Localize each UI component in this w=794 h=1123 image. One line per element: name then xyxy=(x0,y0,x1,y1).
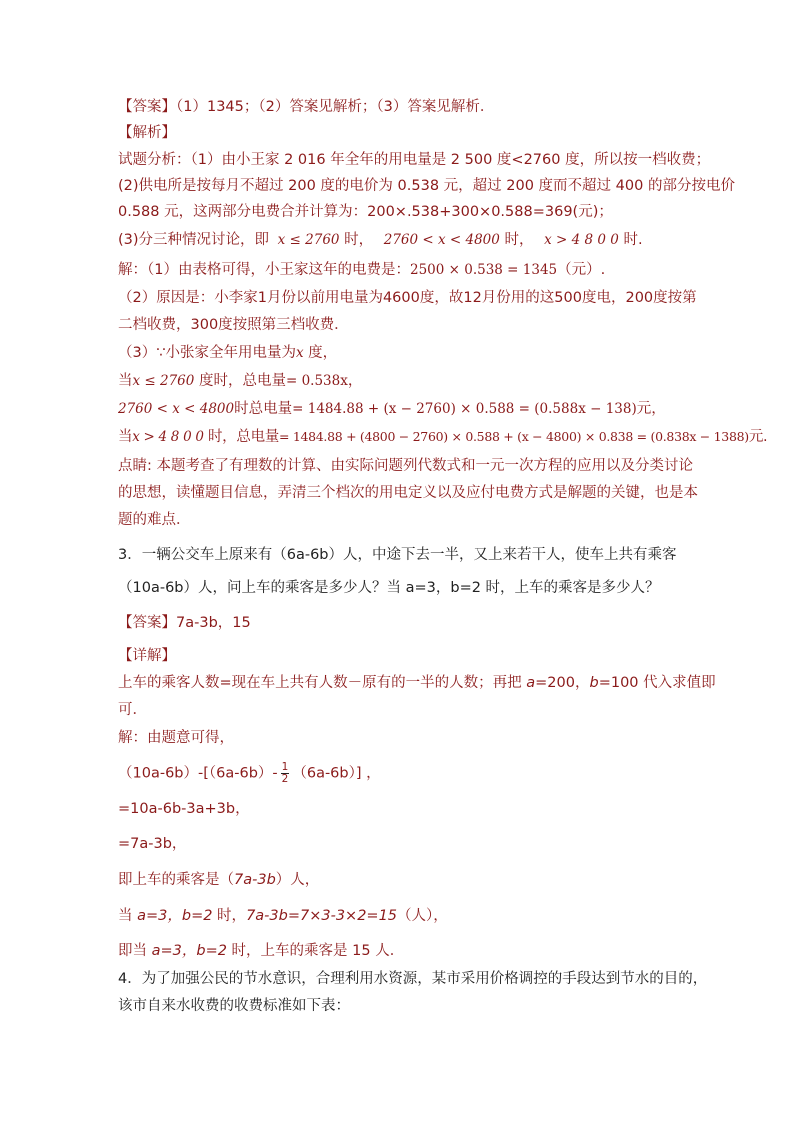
solution-5-post: 元， xyxy=(636,401,666,417)
q3-formula-5-pre: 当 xyxy=(118,908,138,924)
q3-formula-5-post: （人）， xyxy=(397,908,448,924)
solution-6-cond: x > 4 8 0 0 xyxy=(132,429,204,445)
solution-3-post: 度， xyxy=(303,345,338,361)
q3-detail-line-3: 解：由题意可得， xyxy=(118,730,234,746)
solution-4-mid: 度时，总电量 xyxy=(194,373,286,389)
q3-formula-1-end: （6a-6b）] ， xyxy=(292,765,381,782)
case-2-condition: 2760 < x < 4800 xyxy=(383,232,500,248)
q3-formula-line-1 xyxy=(118,762,381,785)
q3-question-line-1: 3．一辆公交车上原来有（6a-6b）人，中途下去一半，又上来若干人，使车上共有乘客 xyxy=(118,547,677,563)
analysis-line-2: (2)供电所是按每月不超过 200 度的电价为 0.538 元，超过 200 度而不超过 400 的部分按电价 xyxy=(118,178,735,194)
solution-4-cond: x ≤ 2760 xyxy=(132,373,195,389)
fraction-numerator: 1 xyxy=(281,761,289,773)
answer-text: （1）1345；（2）答案见解析；（3）答案见解析． xyxy=(176,99,495,115)
q3-formula-4-math: 7a-3b xyxy=(234,872,276,888)
fraction-one-half xyxy=(281,762,290,785)
case-3-text: 时. xyxy=(618,232,643,248)
solution-line-1 xyxy=(118,260,605,280)
comment-line-2: 的思想，读懂题目信息，弄清三个档次的用电定义以及应付电费方式是解题的关键，也是本 xyxy=(118,485,698,501)
solution-line-2a: （2）原因是：小李家1月份以前用电量为4600度，故12月份用的这500度电，200度按第 xyxy=(118,290,697,306)
q3-formula-6-math: a=3，b=2 xyxy=(151,943,227,959)
q3-formula-5-math: a=3，b=2 xyxy=(137,908,213,924)
q3-question-line-2: （10a-6b）人，问上车的乘客是多少人？当 a=3，b=2 时，上车的乘客是多少人？ xyxy=(118,580,660,596)
solution-line-5 xyxy=(118,399,666,419)
q3-formula-line-5 xyxy=(118,906,448,926)
solution-6-pre: 当 xyxy=(118,429,133,445)
q3-formula-6-post: 时，上车的乘客是 15 人． xyxy=(226,943,405,959)
q3-formula-1-start: （10a-6b）-[（6a-6b）- xyxy=(118,765,278,782)
q3-formula-line-4 xyxy=(118,870,319,890)
case-1-condition: x ≤ 2760 xyxy=(277,232,340,248)
q3-detail-1-a: a xyxy=(526,675,536,691)
q3-formula-line-6 xyxy=(118,941,404,961)
q3-answer-line xyxy=(118,613,251,633)
q4-question-line-1: 4．为了加强公民的节水意识，合理利用水资源，某市采用价格调控的手段达到节水的目的， xyxy=(118,971,708,987)
solution-3-pre: （3）∵小张家全年用电量为 xyxy=(118,345,296,361)
analysis-line-4-pre: (3)分三种情况讨论，即 xyxy=(118,232,270,248)
q3-formula-4-pre: 即上车的乘客是（ xyxy=(118,872,234,888)
case-3-condition: x > 4 8 0 0 xyxy=(544,232,619,248)
solution-5-mid: 时总电量 xyxy=(234,401,293,417)
q3-detail-1-b: b xyxy=(589,675,599,691)
solution-5-math: = 1484.88 + (x − 2760) × 0.588 = (0.588x − 138) xyxy=(292,401,637,417)
solution-6-math: = 1484.88 + (4800 − 2760) × 0.588 + (x − 4800) × 0.838 = (0.838x − 1388) xyxy=(278,429,749,444)
analysis-line-1: 试题分析：（1）由小王家 2 016 年全年的用电量是 2 500 度<2760 度，所以按一档收费； xyxy=(118,152,711,168)
q3-answer-text: 7a-3b，15 xyxy=(176,615,251,631)
q3-formula-5-mid: 时， xyxy=(212,908,247,924)
solution-4-post: ， xyxy=(347,373,363,389)
solution-line-3 xyxy=(118,343,337,363)
analysis-line-3: 0.588 元，这两部分电费合并计算为：200×.538+300×0.588=369(元)； xyxy=(118,204,613,220)
answer-tag: 【答案】 xyxy=(118,99,176,115)
q4-question-line-2: 该市自来水收费的收费标准如下表： xyxy=(118,998,350,1014)
q3-answer-tag: 【答案】 xyxy=(118,615,176,631)
q3-detail-line-2: 可． xyxy=(118,702,147,718)
q3-detail-line-1 xyxy=(118,673,716,693)
q3-formula-4-post: ）人， xyxy=(275,872,320,888)
solution-4-pre: 当 xyxy=(118,373,133,389)
analysis-tag: 【解析】 xyxy=(118,125,176,141)
q3-formula-line-2: =10a-6b-3a+3b， xyxy=(118,801,250,817)
solution-1-post: （元）. xyxy=(557,262,606,278)
solution-1-pre: 解：（1）由表格可得，小王家这年的电费是： xyxy=(118,262,410,278)
q2-answer-line xyxy=(118,97,494,117)
analysis-line-4 xyxy=(118,230,643,250)
solution-line-4 xyxy=(118,371,362,391)
solution-3-var: x xyxy=(295,345,304,361)
solution-1-math: 2500 × 0.538 = 1345 xyxy=(409,262,558,278)
case-1-text: 时， xyxy=(339,232,374,248)
solution-6-post: 元. xyxy=(748,429,768,445)
fraction-denominator: 2 xyxy=(281,773,289,785)
solution-line-6 xyxy=(118,427,767,447)
q3-detail-tag: 【详解】 xyxy=(118,648,176,664)
solution-6-mid: 时，总电量 xyxy=(203,429,279,445)
solution-line-2b: 二档收费，300度按照第三档收费． xyxy=(118,317,349,333)
q3-detail-1-pre: 上车的乘客人数=现在车上共有人数－原有的一半的人数；再把 xyxy=(118,675,527,691)
solution-4-math: = 0.538x xyxy=(285,373,348,389)
comment-line-1: 点睛: 本题考查了有理数的计算、由实际问题列代数式和一元一次方程的应用以及分类讨论 xyxy=(118,458,693,474)
solution-5-cond: 2760 < x < 4800 xyxy=(118,401,235,417)
case-2-text: 时， xyxy=(499,232,534,248)
q3-formula-5-expr: 7a-3b=7×3-3×2=15 xyxy=(246,908,398,924)
q3-detail-1-mid: =200， xyxy=(535,675,590,691)
q3-detail-1-post: =100 代入求值即 xyxy=(598,675,716,691)
q3-formula-line-3: =7a-3b， xyxy=(118,836,187,852)
q3-formula-6-pre: 即当 xyxy=(118,943,152,959)
comment-line-3: 题的难点． xyxy=(118,512,191,528)
